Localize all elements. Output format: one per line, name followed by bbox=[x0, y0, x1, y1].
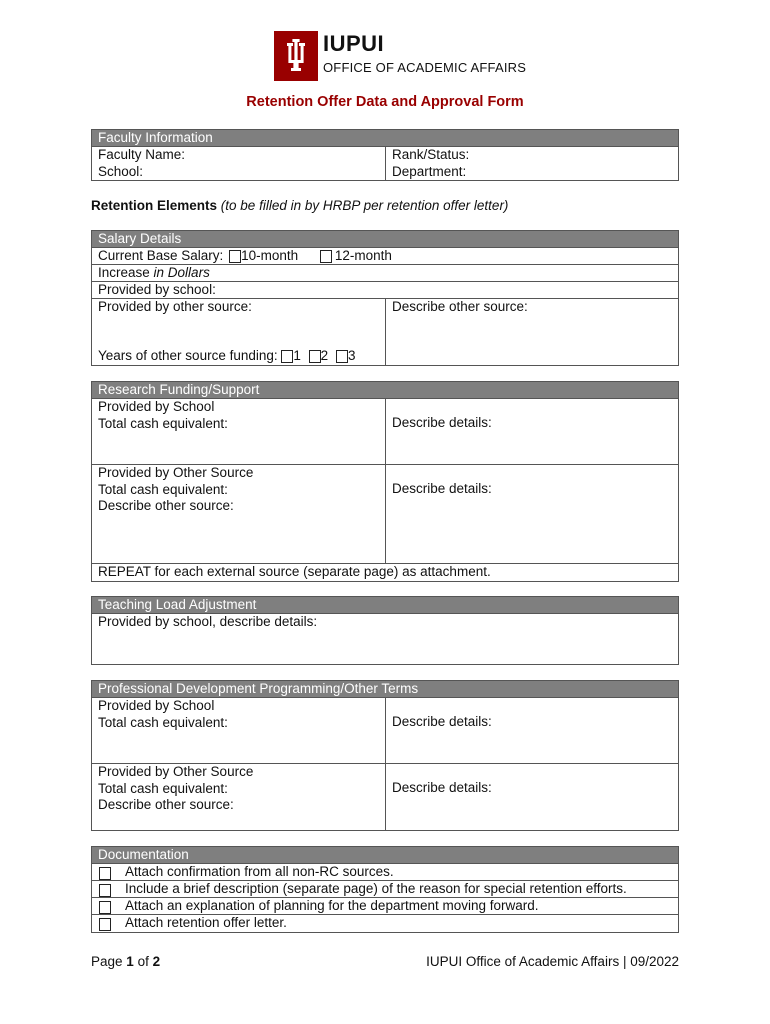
footer-office-date: IUPUI Office of Academic Affairs | 09/2022 bbox=[426, 954, 679, 969]
profdev-other-describe-field[interactable]: Describe details: bbox=[392, 780, 492, 795]
profdev-other-cash-field[interactable]: Total cash equivalent: bbox=[98, 780, 228, 796]
faculty-information-header: Faculty Information bbox=[92, 130, 678, 147]
year-2-label: 2 bbox=[320, 348, 329, 363]
provided-by-school-field[interactable]: Provided by school: bbox=[98, 282, 216, 297]
repeat-note-row bbox=[92, 564, 678, 581]
research-other-title: Provided by Other Source bbox=[98, 465, 254, 480]
profdev-school-describe-field[interactable]: Describe details: bbox=[392, 714, 492, 729]
doc-checkbox-3[interactable] bbox=[99, 901, 111, 914]
profdev-school-title: Provided by School bbox=[98, 698, 215, 713]
logo-name: IUPUI bbox=[323, 31, 385, 56]
increase-label: Increase bbox=[98, 265, 150, 280]
doc-item-4: Attach retention offer letter. bbox=[125, 915, 287, 930]
research-school-row bbox=[92, 399, 678, 465]
describe-other-source-field[interactable]: Describe other source: bbox=[392, 299, 528, 314]
doc-checkbox-1[interactable] bbox=[99, 867, 111, 880]
year-3-label: 3 bbox=[347, 348, 356, 363]
teaching-load-row bbox=[92, 614, 678, 664]
documentation-table bbox=[91, 846, 679, 933]
page-number: Page 1 of 2 bbox=[91, 954, 161, 969]
research-funding-table bbox=[91, 381, 679, 582]
logo-subtitle: OFFICE OF ACADEMIC AFFAIRS bbox=[323, 60, 527, 75]
year-1-label: 1 bbox=[293, 348, 301, 363]
documentation-item bbox=[92, 864, 678, 881]
department-field[interactable]: Department: bbox=[392, 163, 467, 179]
doc-item-1: Attach confirmation from all non-RC sources. bbox=[125, 864, 394, 879]
documentation-item bbox=[92, 881, 678, 898]
doc-checkbox-4[interactable] bbox=[99, 918, 111, 931]
salary-details-header: Salary Details bbox=[92, 231, 678, 248]
12-month-checkbox[interactable] bbox=[320, 250, 332, 263]
profdev-school-cash-field[interactable]: Total cash equivalent: bbox=[98, 714, 228, 730]
year-1-checkbox[interactable] bbox=[281, 350, 293, 363]
faculty-row bbox=[92, 147, 678, 180]
profdev-other-row bbox=[92, 764, 678, 830]
year-3-checkbox[interactable] bbox=[336, 350, 348, 363]
teaching-load-table bbox=[91, 596, 679, 665]
12-month-label: 12-month bbox=[334, 248, 392, 263]
documentation-item bbox=[92, 915, 678, 932]
base-salary-label: Current Base Salary: bbox=[98, 248, 224, 263]
research-funding-header: Research Funding/Support bbox=[92, 382, 678, 399]
faculty-name-field[interactable]: Faculty Name: bbox=[98, 147, 186, 162]
increase-unit: in Dollars bbox=[153, 265, 210, 280]
other-source-row bbox=[92, 299, 678, 365]
faculty-information-table bbox=[91, 129, 679, 181]
form-title: Retention Offer Data and Approval Form bbox=[246, 94, 524, 110]
trident-icon bbox=[274, 31, 318, 81]
salary-details-table bbox=[91, 230, 679, 366]
research-school-title: Provided by School bbox=[98, 399, 215, 414]
rank-status-field[interactable]: Rank/Status: bbox=[392, 147, 470, 162]
profdev-school-row bbox=[92, 698, 678, 764]
documentation-item bbox=[92, 898, 678, 915]
iu-trident-logo bbox=[274, 31, 318, 81]
research-other-cash-field[interactable]: Total cash equivalent: bbox=[98, 481, 228, 497]
provided-by-other-source-field[interactable]: Provided by other source: bbox=[98, 299, 252, 314]
research-school-describe-field[interactable]: Describe details: bbox=[392, 415, 492, 430]
doc-item-3: Attach an explanation of planning for the department moving forward. bbox=[125, 898, 539, 913]
retention-elements-label: Retention Elements (to be filled in by HRBP per retention offer letter) bbox=[91, 198, 509, 213]
profdev-other-source-field[interactable]: Describe other source: bbox=[98, 797, 234, 812]
teaching-load-field[interactable]: Provided by school, describe details: bbox=[98, 614, 318, 629]
research-other-row bbox=[92, 465, 678, 564]
provided-by-school-row bbox=[92, 282, 678, 299]
base-salary-row bbox=[92, 248, 678, 265]
doc-checkbox-2[interactable] bbox=[99, 884, 111, 897]
year-2-checkbox[interactable] bbox=[309, 350, 321, 363]
teaching-load-header: Teaching Load Adjustment bbox=[92, 597, 678, 614]
research-school-cash-field[interactable]: Total cash equivalent: bbox=[98, 415, 228, 431]
doc-item-2: Include a brief description (separate page) of the reason for special retention efforts. bbox=[125, 881, 627, 896]
research-other-describe-field[interactable]: Describe details: bbox=[392, 481, 492, 496]
repeat-note: REPEAT for each external source (separate page) as attachment. bbox=[98, 564, 491, 579]
increase-row bbox=[92, 265, 678, 282]
10-month-label: 10-month bbox=[241, 248, 299, 263]
professional-development-table bbox=[91, 680, 679, 831]
research-other-source-field[interactable]: Describe other source: bbox=[98, 498, 234, 513]
years-funding-line bbox=[98, 348, 355, 365]
profdev-other-title: Provided by Other Source bbox=[98, 764, 254, 779]
10-month-checkbox[interactable] bbox=[229, 250, 241, 263]
professional-development-header: Professional Development Programming/Other Terms bbox=[92, 681, 678, 698]
documentation-header: Documentation bbox=[92, 847, 678, 864]
school-field[interactable]: School: bbox=[98, 163, 144, 179]
years-funding-label: Years of other source funding: bbox=[98, 348, 278, 363]
